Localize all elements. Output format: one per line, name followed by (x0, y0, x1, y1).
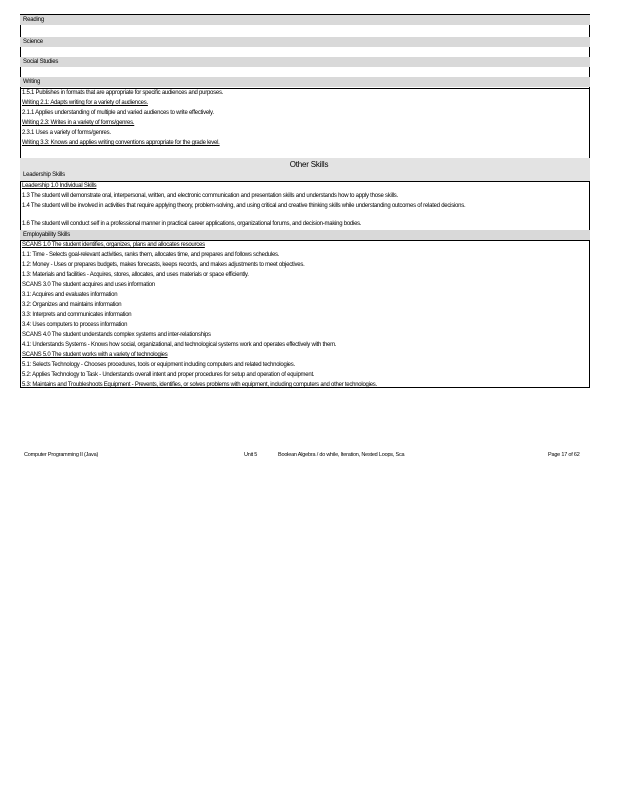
subject-label: Science (23, 39, 43, 45)
leadership-line: 1.3 The student will demonstrate oral, interpersonal, written, and electronic communication and presentation skills and understands how to apply those skills. (22, 193, 398, 199)
subject-label: Reading (23, 17, 44, 23)
leadership-heading: Leadership 1.0 Individual Skills (22, 183, 97, 189)
scans-heading: SCANS 5.0 The student works with a variety of technologies (22, 352, 168, 358)
writing-line: 1.5.1 Publishes in formats that are appropriate for specific audiences and purposes. (22, 90, 224, 96)
subject-row-writing (20, 77, 590, 87)
scans-line: 5.3: Maintains and Troubleshoots Equipment - Prevents, identifies, or solves problems with equipment, including computers and other technologies. (22, 382, 377, 388)
employability-label: Employability Skills (23, 232, 71, 238)
writing-line: Writing 2.1: Adapts writing for a variety of audiences. (22, 100, 148, 106)
subject-label: Writing (23, 79, 41, 85)
scans-heading: SCANS 1.0 The student identifies, organizes, plans and allocates resources (22, 242, 205, 248)
writing-line: Writing 3.3: Knows and applies writing conventions appropriate for the grade level. (22, 140, 220, 146)
scans-line: 5.2: Applies Technology to Task - Understands overall intent and proper procedures for setup and operation of equipment. (22, 372, 315, 378)
subject-row-science (20, 37, 590, 47)
footer-course: Computer Programming II (Java) (24, 452, 99, 458)
scans-line: 1.2: Money - Uses or prepares budgets, makes forecasts, keeps records, and makes adjustments to meet objectives. (22, 262, 305, 268)
leadership-line: 1.4 The student will be involved in activities that require applying theory, problem-solving, and using critical and creative thinking skills while understanding outcomes of related decisions. (22, 203, 466, 209)
scans-line: 1.1: Time - Selects goal-relevant activities, ranks them, allocates time, and prepares and follows schedules. (22, 252, 280, 258)
footer-page: Page 17 of 62 (548, 452, 580, 458)
scans-line: 1.3: Materials and facilities - Acquires, stores, allocates, and uses materials or space efficiently. (22, 272, 249, 278)
scans-line: 5.1: Selects Technology - Chooses procedures, tools or equipment including computers and related technologies. (22, 362, 295, 368)
leadership-line: 1.6 The student will conduct self in a professional manner in practical career applications, organizational forums, and decision-making bodies. (22, 221, 362, 227)
subject-row-social-studies (20, 57, 590, 67)
scans-line: 3.3: Interprets and communicates information (22, 312, 132, 318)
employability-band (20, 230, 590, 240)
scans-line: 3.1: Acquires and evaluates information (22, 292, 118, 298)
writing-line: Writing 2.3: Writes in a variety of forms/genres. (22, 120, 135, 126)
scans-line: 3.2: Organizes and maintains information (22, 302, 122, 308)
footer-unit-title: Boolean Algebra / do while, Iteration, Nested Loops, Sca (278, 452, 405, 458)
scans-heading: SCANS 3.0 The student acquires and uses information (22, 282, 155, 288)
scans-line: 3.4: Uses computers to process information (22, 322, 128, 328)
footer-unit: Unit 5 (244, 452, 258, 458)
leadership-label: Leadership Skills (23, 172, 65, 178)
scans-heading: SCANS 4.0 The student understands complex systems and inter-relationships (22, 332, 211, 338)
other-skills-title: Other Skills (289, 160, 329, 169)
scans-line: 4.1: Understands Systems - Knows how social, organizational, and technological systems work and operates effectively with them. (22, 342, 337, 348)
subject-label: Social Studies (23, 59, 59, 65)
writing-line: 2.3.1 Uses a variety of forms/genres. (22, 130, 111, 136)
divider (20, 181, 590, 182)
subject-row-reading (20, 15, 590, 25)
writing-line: 2.1.1 Applies understanding of multiple and varied audiences to write effectively. (22, 110, 214, 116)
